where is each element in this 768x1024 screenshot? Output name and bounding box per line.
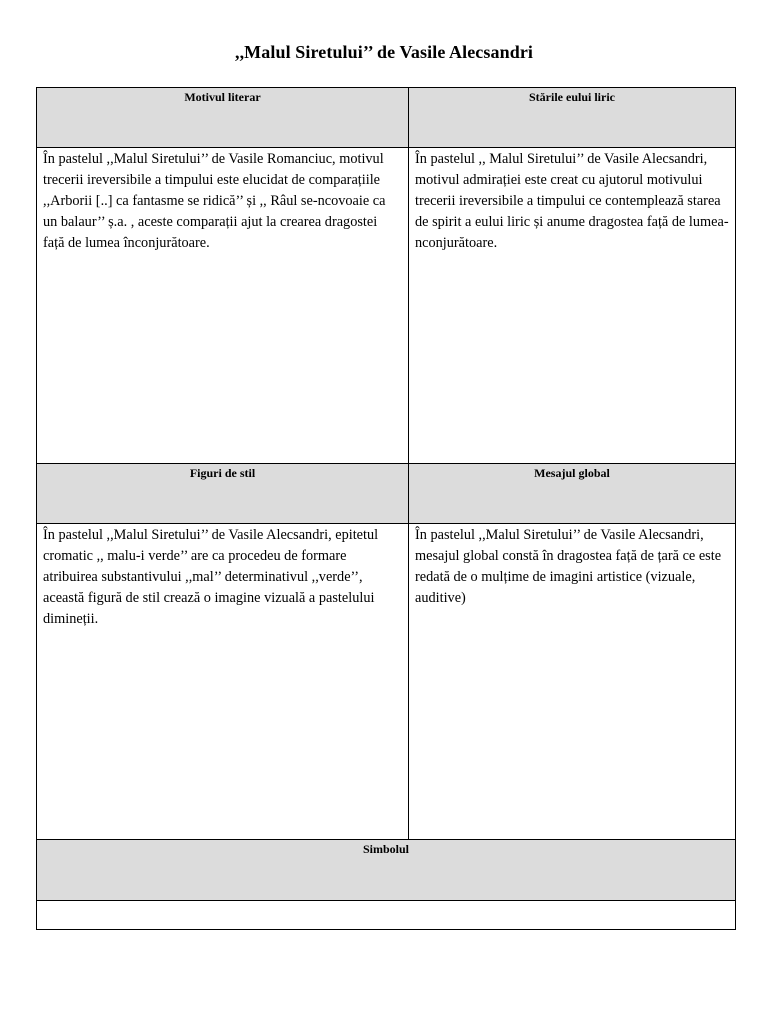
header-starile-eului-liric: Stările eului liric	[409, 88, 735, 148]
page-title: ,,Malul Siretului’’ de Vasile Alecsandri	[234, 42, 534, 62]
cell-simbolul-text	[37, 901, 735, 929]
cell-figuri-de-stil-text: În pastelul ,,Malul Siretului’’ de Vasile Alecsandri, epitetul cromatic ,, malu-i verde’’ are ca procedeu de formare atribuirea substantivului ,,mal’’ determinativul ,,verde’’, această figură de stil crează o imagine vizuală a pastelului dimineții.	[37, 524, 409, 840]
cell-starile-eului-liric-text: În pastelul ,, Malul Siretului’’ de Vasile Alecsandri, motivul admirației este creat cu ajutorul motivului trecerii ireversibile a timpului ce contemplează starea de spirit a eului liric și anume dragostea față de lumea-nconjurătoare.	[409, 148, 735, 464]
cell-motivul-literar-text: În pastelul ,,Malul Siretului’’ de Vasile Romanciuc, motivul trecerii ireversibile a timpului este elucidat de comparațiile ,,Arborii [..] ca fantasme se ridică’’ și ,, Râul se-ncovoaie ca un balaur’’ ș.a. , aceste comparații ajut la crearea dragostei față de lumea înconjurătoare.	[37, 148, 409, 464]
header-motivul-literar: Motivul literar	[37, 88, 409, 148]
header-simbolul: Simbolul	[37, 840, 735, 901]
cell-mesajul-global-text: În pastelul ,,Malul Siretului’’ de Vasile Alecsandri, mesajul global constă în dragostea față de țară ce este redată de o mulțime de imagini artistice (vizuale, auditive)	[409, 524, 735, 840]
header-mesajul-global: Mesajul global	[409, 464, 735, 524]
header-figuri-de-stil: Figuri de stil	[37, 464, 409, 524]
analysis-table	[36, 87, 736, 930]
